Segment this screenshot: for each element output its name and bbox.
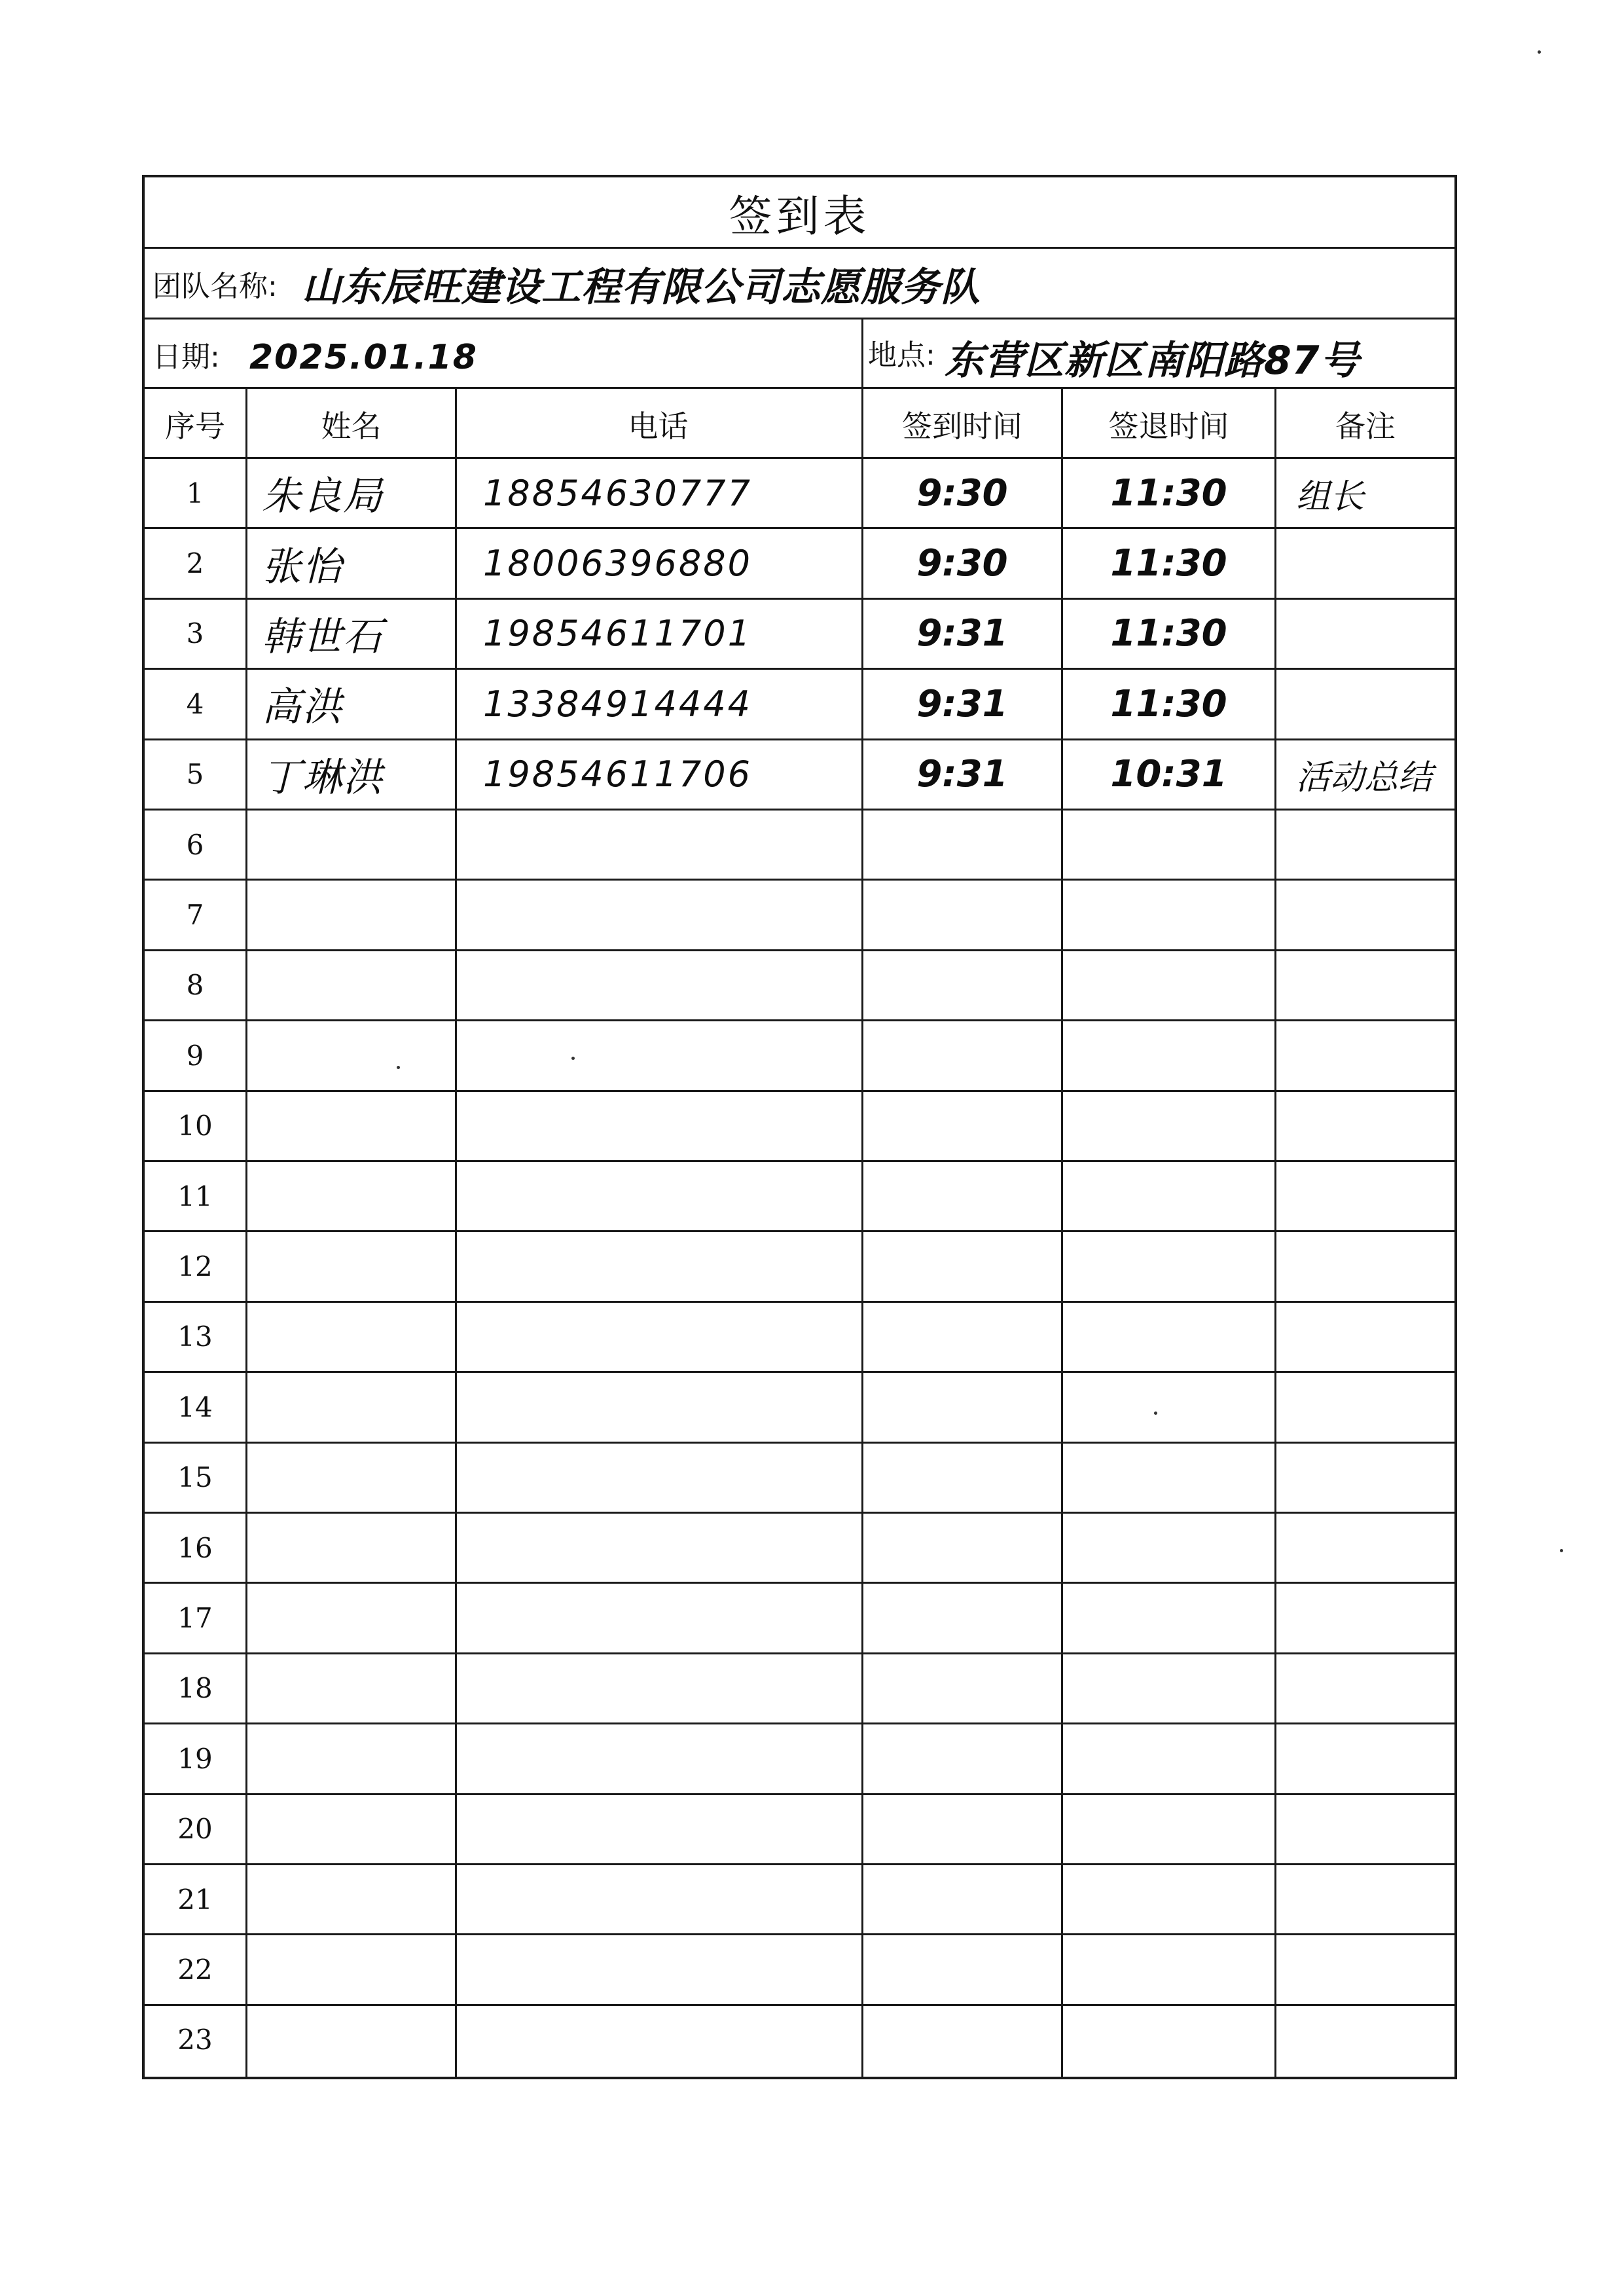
cell-checkin [863, 1162, 1061, 1230]
scan-speck [1154, 1412, 1157, 1415]
date-label: 日期: [153, 340, 220, 374]
cell-remark [1276, 881, 1454, 949]
cell-checkout [1063, 1444, 1274, 1512]
cell-phone: 18006396880 [483, 543, 752, 585]
header-checkin: 签到时间 [902, 408, 1022, 444]
cell-phone [457, 1021, 859, 1089]
cell-checkin [863, 1021, 1061, 1089]
cell-remark [1276, 1092, 1454, 1160]
cell-remark [1276, 1654, 1454, 1722]
cell-checkin [863, 1303, 1061, 1371]
cell-checkin: 9:31 [916, 612, 1008, 655]
cell-remark [1276, 1935, 1454, 2003]
cell-seq: 13 [177, 1321, 213, 1353]
cell-checkin: 9:30 [916, 542, 1008, 585]
cell-seq: 22 [177, 1954, 213, 1986]
cell-checkin [863, 2006, 1061, 2074]
cell-seq: 20 [177, 1813, 213, 1846]
team-row-divider [145, 318, 1454, 319]
cell-checkin [863, 1795, 1061, 1863]
cell-checkout [1063, 1935, 1274, 2003]
scan-speck [571, 1057, 575, 1060]
cell-name [247, 1584, 455, 1652]
cell-checkin: 9:30 [916, 471, 1008, 515]
cell-phone [457, 1865, 859, 1933]
cell-seq: 6 [186, 828, 204, 861]
header-seq: 序号 [165, 408, 225, 444]
cell-remark [1276, 951, 1454, 1019]
cell-checkout [1063, 1724, 1274, 1793]
sheet-title: 签到表 [729, 191, 871, 242]
cell-name [247, 1795, 455, 1863]
location-label: 地点: [868, 338, 935, 372]
cell-seq: 19 [177, 1742, 213, 1775]
cell-checkout [1063, 1162, 1274, 1230]
cell-name [247, 1021, 455, 1089]
cell-seq: 10 [177, 1110, 213, 1142]
cell-checkout [1063, 1303, 1274, 1371]
cell-name: 丁琳洪 [262, 754, 384, 801]
cell-checkout: 11:30 [1110, 542, 1227, 585]
cell-checkout [1063, 1021, 1274, 1089]
cell-checkout [1063, 1232, 1274, 1300]
cell-checkout: 11:30 [1110, 471, 1227, 515]
cell-name [247, 2006, 455, 2074]
cell-remark [1276, 1232, 1454, 1300]
team-name-label: 团队名称: [153, 269, 278, 303]
cell-name [247, 1303, 455, 1371]
cell-seq: 15 [177, 1461, 213, 1494]
cell-name [247, 1373, 455, 1441]
cell-checkin [863, 881, 1061, 949]
cell-checkout [1063, 1865, 1274, 1933]
cell-name [247, 881, 455, 949]
cell-checkout [1063, 1373, 1274, 1441]
cell-name [247, 1092, 455, 1160]
cell-checkin [863, 1092, 1061, 1160]
cell-checkin: 9:31 [916, 682, 1008, 725]
date-value: 2025.01.18 [249, 338, 478, 377]
cell-name [247, 1162, 455, 1230]
cell-seq: 21 [177, 1883, 213, 1916]
cell-name: 高洪 [262, 684, 343, 731]
cell-checkin: 9:31 [916, 753, 1008, 796]
cell-checkout [1063, 1584, 1274, 1652]
cell-checkin [863, 1935, 1061, 2003]
cell-seq: 18 [177, 1672, 213, 1705]
cell-remark [1276, 1162, 1454, 1230]
cell-seq: 17 [177, 1602, 213, 1635]
header-remark: 备注 [1335, 408, 1396, 444]
cell-phone [457, 1444, 859, 1512]
cell-phone [457, 1935, 859, 2003]
cell-name [247, 1514, 455, 1582]
cell-phone: 13384914444 [483, 683, 752, 725]
cell-remark [1276, 600, 1454, 668]
cell-phone: 19854611701 [483, 613, 752, 655]
cell-checkin [863, 951, 1061, 1019]
cell-seq: 2 [186, 547, 204, 580]
location-divider [861, 318, 863, 387]
cell-phone [457, 1654, 859, 1722]
cell-checkout [1063, 2006, 1274, 2074]
cell-phone [457, 1795, 859, 1863]
cell-phone [457, 881, 859, 949]
cell-checkout: 11:30 [1110, 612, 1227, 655]
cell-checkin [863, 1514, 1061, 1582]
cell-checkin [863, 1865, 1061, 1933]
cell-checkin [863, 1373, 1061, 1441]
cell-phone [457, 811, 859, 879]
cell-phone: 19854611706 [483, 754, 752, 795]
cell-name [247, 1444, 455, 1512]
cell-remark [1276, 1795, 1454, 1863]
cell-seq: 8 [186, 969, 204, 1002]
cell-seq: 14 [177, 1391, 213, 1423]
cell-name [247, 1232, 455, 1300]
cell-phone [457, 1724, 859, 1793]
cell-seq: 4 [186, 687, 204, 720]
cell-name [247, 811, 455, 879]
cell-checkout [1063, 881, 1274, 949]
cell-seq: 7 [186, 899, 204, 932]
cell-remark: 活动总结 [1296, 758, 1433, 798]
cell-checkin [863, 811, 1061, 879]
cell-remark [1276, 1724, 1454, 1793]
cell-checkout [1063, 1092, 1274, 1160]
cell-remark [1276, 811, 1454, 879]
cell-checkin [863, 1724, 1061, 1793]
cell-name [247, 1654, 455, 1722]
cell-name [247, 1935, 455, 2003]
scan-speck [1538, 50, 1541, 54]
cell-name [247, 1865, 455, 1933]
cell-phone [457, 1373, 859, 1441]
cell-checkout: 10:31 [1110, 753, 1227, 796]
cell-checkin [863, 1232, 1061, 1300]
cell-checkout [1063, 1795, 1274, 1863]
cell-name: 张怡 [262, 543, 343, 590]
cell-remark [1276, 1444, 1454, 1512]
cell-seq: 9 [186, 1039, 204, 1072]
cell-checkout [1063, 811, 1274, 879]
cell-remark: 组长 [1296, 477, 1365, 517]
location-value: 东营区新区南阳路87号 [945, 338, 1360, 384]
team-name-value: 山东辰旺建设工程有限公司志愿服务队 [302, 264, 981, 310]
cell-seq: 12 [177, 1250, 213, 1283]
cell-seq: 1 [186, 477, 204, 509]
cell-phone [457, 1584, 859, 1652]
cell-remark [1276, 529, 1454, 597]
cell-name [247, 1724, 455, 1793]
cell-remark [1276, 1514, 1454, 1582]
header-phone: 电话 [628, 408, 689, 444]
scan-speck [1560, 1549, 1563, 1552]
cell-name: 朱良局 [262, 473, 384, 520]
cell-seq: 5 [186, 758, 204, 791]
cell-remark [1276, 1021, 1454, 1089]
cell-phone: 18854630777 [483, 472, 752, 514]
cell-checkin [863, 1444, 1061, 1512]
cell-seq: 11 [177, 1180, 213, 1212]
cell-remark [1276, 1865, 1454, 1933]
cell-checkin [863, 1654, 1061, 1722]
header-name: 姓名 [321, 408, 382, 444]
header-checkout: 签退时间 [1108, 408, 1229, 444]
cell-seq: 23 [177, 2024, 213, 2056]
cell-remark [1276, 2006, 1454, 2074]
cell-seq: 16 [177, 1531, 213, 1564]
cell-remark [1276, 670, 1454, 738]
cell-phone [457, 1514, 859, 1582]
cell-phone [457, 1092, 859, 1160]
cell-name [247, 951, 455, 1019]
cell-remark [1276, 1584, 1454, 1652]
cell-seq: 3 [186, 617, 204, 650]
cell-checkout: 11:30 [1110, 682, 1227, 725]
cell-name: 韩世石 [262, 613, 384, 660]
cell-phone [457, 1232, 859, 1300]
cell-phone [457, 1162, 859, 1230]
cell-phone [457, 1303, 859, 1371]
cell-checkout [1063, 951, 1274, 1019]
cell-checkout [1063, 1514, 1274, 1582]
cell-checkin [863, 1584, 1061, 1652]
cell-checkout [1063, 1654, 1274, 1722]
scan-speck [397, 1066, 400, 1069]
cell-remark [1276, 1373, 1454, 1441]
cell-phone [457, 2006, 859, 2074]
cell-phone [457, 951, 859, 1019]
cell-remark [1276, 1303, 1454, 1371]
sign-in-sheet [142, 175, 1457, 2079]
